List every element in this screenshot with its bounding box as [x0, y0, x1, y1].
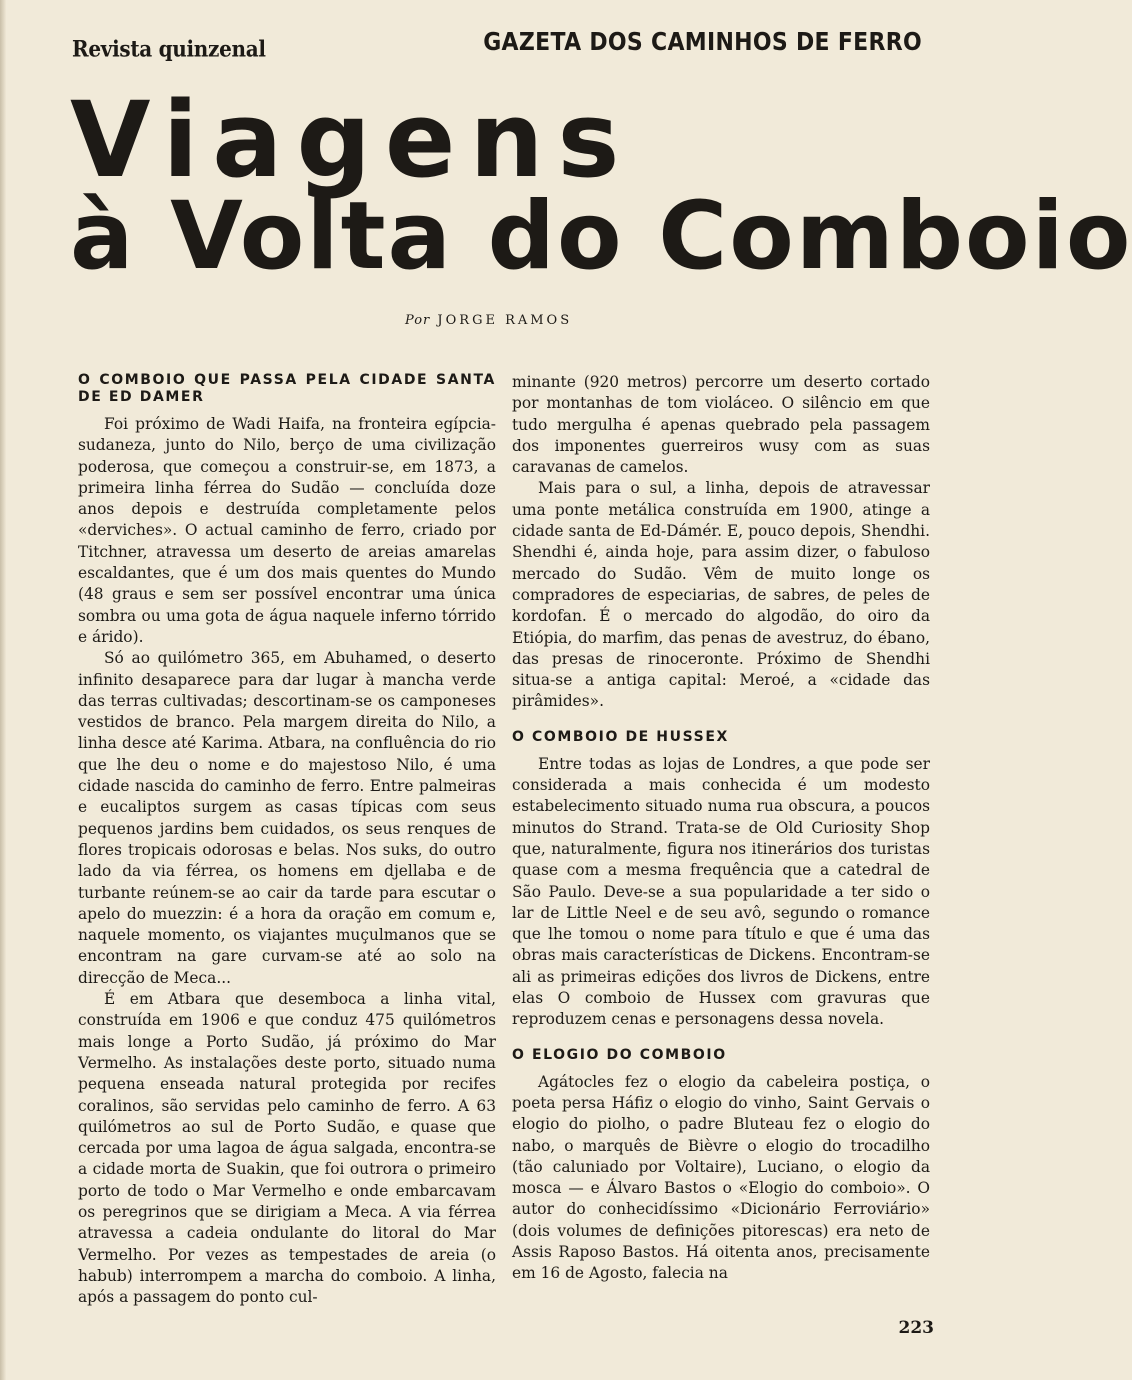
article-title-line-1: Viagens	[70, 79, 634, 201]
byline-prefix: Por	[405, 313, 431, 328]
right-column	[512, 372, 930, 1285]
byline-author: JORGE RAMOS	[437, 313, 573, 328]
page-fold-shadow	[0, 0, 6, 1380]
paragraph: Foi próximo de Wadi Haifa, na fronteira egípcia-sudaneza, junto do Nilo, berço de uma civilização poderosa, que começou a construir-se, em 1873, a primeira linha férrea do Sudão — concluída doze anos depois e destruída completamente pelos «derviches». O actual caminho de ferro, criado por Titchner, atravessa um deserto de areias amarelas escaldantes, que é um dos mais quentes do Mundo (48 graus e sem ser possível encontrar uma única sombra ou uma gota de água naquele inferno tórrido e árido).	[78, 415, 496, 646]
paragraph: Agátocles fez o elogio da cabeleira postiça, o poeta persa Háfiz o elogio do vinho, Saint Gervais o elogio do piolho, o padre Bluteau fez o elogio do nabo, o marquês de Bièvre o elogio do trocadilho (tão caluniado por Voltaire), Luciano, o elogio da mosca — e Álvaro Bastos o «Elogio do comboio». O autor do conhecidíssimo «Dicionário Ferroviário» (dois volumes de definições pitorescas) era neto de Assis Raposo Bastos. Há oitenta anos, precisamente em 16 de Agosto, falecia na	[512, 1072, 930, 1283]
header-left: Revista quinzenal	[72, 35, 266, 63]
byline	[405, 313, 572, 328]
page-number: 223	[898, 1318, 934, 1338]
paragraph-continuation: minante (920 metros) percorre um deserto cortado por montanhas de tom violáceo. O silêncio em que tudo mergulha é apenas quebrado pela passagem dos imponentes guerreiros wusy com as suas caravanas de camelos.	[512, 373, 930, 477]
paragraph: É em Atbara que desemboca a linha vital, construída em 1906 e que conduz 475 quilómetros mais longe a Porto Sudão, já próximo do Mar Vermelho. As instalações deste porto, situado numa pequena enseada natural protegida por recifes coralinos, são servidas pelo caminho de ferro. A 63 quilómetros ao sul de Porto Sudão, e quase que cercada por uma lagoa de água salgada, encontra-se a cidade morta de Suakin, que foi outrora o primeiro porto de todo o Mar Vermelho e onde embarcavam os peregrinos que se dirigiam a Meca. A via férrea atravessa a cadeia ondulante do litoral do Mar Vermelho. Por vezes as tempestades de areia (o habub) interrompem a marcha do comboio. A linha, após a passagem do ponto cul-	[78, 990, 496, 1307]
article-title-line-2: à Volta do Comboio	[70, 182, 1132, 291]
paragraph: Só ao quilómetro 365, em Abuhamed, o deserto infinito desaparece para dar lugar à mancha verde das terras cultivadas; descortinam-se os camponeses vestidos de branco. Pela margem direita do Nilo, a linha desce até Karima. Atbara, na confluência do rio que lhe deu o nome e do majestoso Nilo, é uma cidade nascida do caminho de ferro. Entre palmeiras e eucaliptos surgem as casas típicas com seus pequenos jardins bem cuidados, os seus renques de flores tropicais odorosas e belas. Nos suks, do outro lado da via férrea, os homens em djellaba e de turbante reúnem-se ao cair da tarde para escutar o apelo do muezzin: é a hora da oração em comum e, naquele momento, os viajantes muçulmanos que se encontram na gare curvam-se até ao solo na direcção de Meca...	[78, 649, 496, 987]
left-column	[78, 372, 496, 1308]
paragraph: Entre todas as lojas de Londres, a que pode ser considerada a mais conhecida é um modesto estabelecimento situado numa rua obscura, a poucos minutos do Strand. Trata-se de Old Curiosity Shop que, naturalmente, figura nos itinerários dos turistas quase com a mesma frequência que a catedral de São Paulo. Deve-se a sua popularidade a ter sido o lar de Little Neel e de seu avô, segundo o romance que lhe tomou o nome para título e que é uma das obras mais características de Dickens. Encontram-se ali as primeiras edições dos livros de Dickens, entre elas O comboio de Hussex com gravuras que reproduzem cenas e personagens dessa novela.	[512, 754, 930, 1029]
section-heading-ed-damer: O COMBOIO QUE PASSA PELA CIDADE SANTA DE ED DAMER	[78, 372, 496, 405]
header-right: GAZETA DOS CAMINHOS DE FERRO	[483, 28, 922, 57]
section-heading-hussex: O COMBOIO DE HUSSEX	[512, 728, 729, 745]
section-heading-elogio: O ELOGIO DO COMBOIO	[512, 1046, 727, 1063]
paragraph: Mais para o sul, a linha, depois de atravessar uma ponte metálica construída em 1900, atinge a cidade santa de Ed-Dámér. E, pouco depois, Shendhi. Shendhi é, ainda hoje, para assim dizer, o fabuloso mercado do Sudão. Vêm de muito longe os compradores de especiarias, de sabres, de peles de kordofan. É o mercado do algodão, do oiro da Etiópia, do marfim, das penas de avestruz, do ébano, das presas de rinoceronte. Próximo de Shendhi situa-se a antiga capital: Meroé, a «cidade das pirâmides».	[512, 479, 930, 711]
